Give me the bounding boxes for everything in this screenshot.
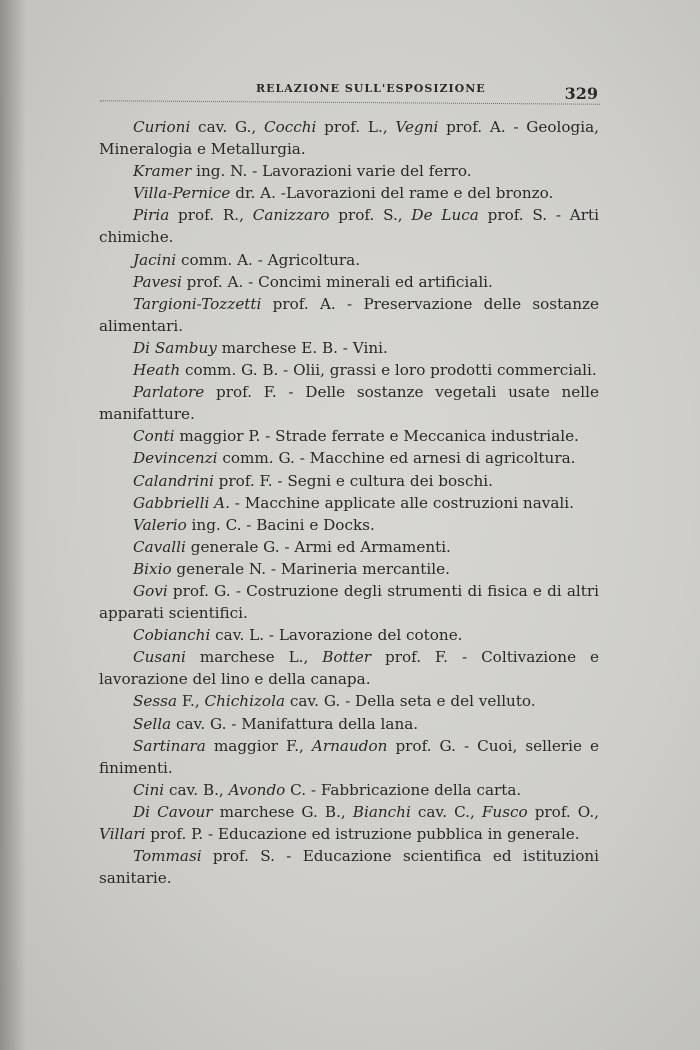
member-name: Cusani: [133, 648, 186, 667]
entry-text: prof. A. - Concimi minerali ed artificiali.: [181, 272, 493, 291]
member-name: Di Sambuy: [133, 338, 217, 357]
member-name: Cavalli: [133, 537, 186, 556]
member-name: Botter: [322, 648, 372, 667]
page-spine-shadow: [0, 0, 26, 1050]
member-name: Targioni-Tozzetti: [133, 294, 262, 313]
member-name: Sella: [133, 714, 172, 733]
entry-text: prof. S. - Educazione scientifica ed istituzioni sanitarie.: [99, 847, 599, 888]
committee-entry: [99, 536, 599, 558]
member-name: Villari: [99, 825, 146, 843]
member-name: Conti: [133, 427, 175, 446]
entry-text: generale G. - Armi ed Armamenti.: [185, 537, 451, 556]
committee-entry: [99, 116, 599, 160]
entry-text: prof. F. - Coltivazione e lavorazione del lino e della canapa.: [99, 648, 600, 689]
member-name: Villa-Pernice: [133, 184, 231, 203]
entry-text: prof. F. - Segni e cultura dei boschi.: [213, 471, 493, 490]
committee-entry: [99, 492, 599, 514]
entry-text: cav. C.,: [410, 802, 482, 821]
entry-text: ing. C. - Bacini e Docks.: [186, 515, 375, 534]
entry-text: marchese L.,: [185, 648, 323, 667]
committee-entry: [99, 249, 599, 271]
entry-text: - Macchine applicate alle costruzioni navali.: [229, 493, 574, 512]
entry-text: marchese E. B. - Vini.: [216, 338, 388, 357]
entry-text: marchese G. B.,: [212, 802, 353, 821]
committee-entry: [99, 271, 599, 293]
committee-entry: [99, 337, 599, 359]
member-name: Valerio: [133, 515, 187, 534]
entry-text: cav. G. - Della seta e del velluto.: [285, 692, 536, 711]
member-name: Cobianchi: [133, 626, 211, 645]
member-name: Calandrini: [133, 471, 214, 490]
member-name: Cocchi: [263, 118, 317, 136]
committee-entry: [99, 735, 599, 779]
member-name: Devincenzi: [133, 449, 218, 468]
member-name: Di Cavour: [133, 802, 213, 821]
entry-text: prof. L.,: [316, 118, 396, 136]
committee-entry: [99, 580, 599, 624]
page-number: 329: [564, 84, 598, 103]
committee-list: [99, 116, 599, 889]
entry-text: cav. B.,: [164, 780, 229, 799]
committee-entry: [99, 204, 599, 248]
running-head: RELAZIONE SULL'ESPOSIZIONE: [256, 82, 486, 95]
entry-text: prof. A. - Geologia, Mineralogia e Metallurgia.: [99, 118, 599, 159]
entry-text: prof. S.,: [329, 206, 412, 225]
member-name: Bixio: [133, 559, 172, 578]
committee-entry: [99, 160, 599, 182]
header-rule: [100, 100, 600, 104]
member-name: Jacini: [133, 250, 177, 269]
committee-entry: [99, 182, 599, 204]
member-name: Avondo: [228, 780, 286, 799]
committee-entry: [99, 558, 599, 580]
committee-entry: [99, 381, 599, 425]
member-name: Fusco: [481, 802, 528, 821]
entry-text: comm. A. - Agricoltura.: [176, 250, 361, 269]
member-name: Kramer: [133, 162, 192, 181]
committee-entry: [99, 646, 599, 690]
entry-text: comm. G. B. - Olii, grassi e loro prodotti commerciali.: [180, 361, 597, 380]
entry-text: prof. R.,: [169, 206, 253, 225]
committee-entry: [99, 359, 599, 381]
committee-entry: [99, 713, 599, 735]
member-name: Sessa: [133, 692, 178, 711]
member-name: Parlatore: [133, 383, 205, 402]
member-name: Vegni: [395, 118, 439, 136]
member-name: Bianchi: [352, 802, 411, 821]
entry-text: dr. A. -Lavorazioni del rame e del bronzo.: [230, 184, 554, 203]
entry-text: maggior P. - Strade ferrate e Meccanica industriale.: [174, 427, 579, 446]
member-name: Curioni: [133, 118, 191, 136]
entry-text: prof. F. - Delle sostanze vegetali usate nelle manifatture.: [99, 383, 599, 424]
entry-text: comm. G. - Macchine ed arnesi di agricoltura.: [217, 449, 576, 468]
entry-text: maggior F.,: [205, 736, 312, 755]
entry-text: F.,: [177, 692, 205, 711]
entry-text: cav. G.,: [190, 118, 264, 136]
committee-entry: [99, 779, 599, 801]
entry-text: C. - Fabbricazione della carta.: [285, 780, 522, 799]
page-header: [100, 74, 600, 108]
entry-text: prof. G. - Cuoi, sellerie e finimenti.: [99, 736, 599, 777]
committee-entry: [99, 690, 599, 712]
entry-text: cav. L. - Lavorazione del cotone.: [210, 626, 463, 645]
member-name: Cini: [133, 780, 165, 799]
member-name: Canizzaro: [252, 206, 330, 225]
member-name: Heath: [133, 361, 181, 380]
committee-entry: [99, 514, 599, 536]
entry-text: prof. A. - Preservazione delle sostanze alimentari.: [99, 294, 599, 335]
committee-entry: [99, 293, 599, 337]
committee-entry: [99, 801, 599, 845]
member-name: Gabbrielli A.: [133, 493, 230, 512]
member-name: Arnaudon: [311, 736, 388, 755]
entry-text: cav. G. - Manifattura della lana.: [171, 714, 419, 733]
member-name: Govi: [133, 581, 168, 600]
entry-text: prof. O.,: [527, 802, 600, 821]
committee-entry: [99, 845, 599, 889]
entry-text: prof. G. - Costruzione degli strumenti di fisica e di altri apparati scientifici.: [99, 581, 599, 623]
entry-text: prof. P. - Educazione ed istruzione pubblica in generale.: [145, 825, 580, 843]
member-name: De Luca: [411, 206, 479, 225]
member-name: Sartinara: [133, 736, 206, 755]
member-name: Piria: [133, 206, 170, 225]
member-name: Pavesi: [133, 272, 182, 291]
member-name: Chichizola: [204, 692, 285, 711]
committee-entry: [99, 447, 599, 469]
committee-entry: [99, 624, 599, 646]
committee-entry: [99, 425, 599, 447]
entry-text: generale N. - Marineria mercantile.: [171, 559, 450, 578]
entry-text: prof. S. - Arti chimiche.: [99, 206, 599, 247]
member-name: Tommasi: [133, 847, 202, 866]
entry-text: ing. N. - Lavorazioni varie del ferro.: [191, 162, 472, 181]
committee-entry: [99, 470, 599, 492]
